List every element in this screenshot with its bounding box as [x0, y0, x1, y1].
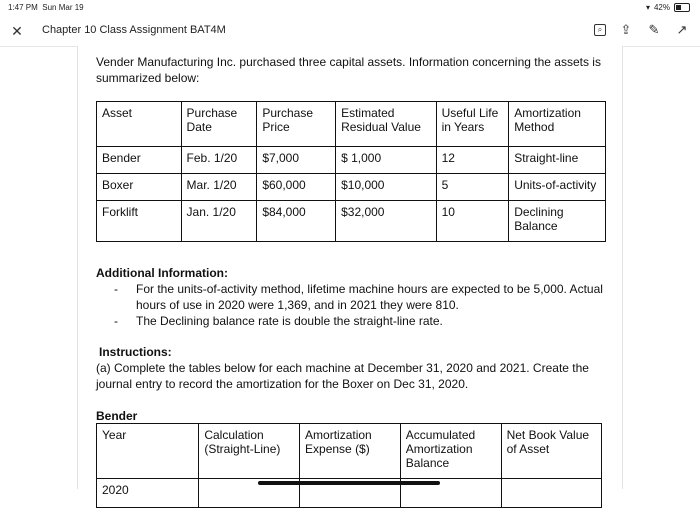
bender-header-row — [97, 424, 602, 479]
table-row — [97, 174, 606, 201]
bender-header-cell: Accumulated Amortization Balance — [400, 424, 501, 479]
edit-box-icon[interactable]: ↗ — [676, 22, 688, 37]
assets-header-cell: Purchase Price — [257, 102, 336, 147]
status-date: Sun Mar 19 — [42, 3, 84, 12]
bullet-dash: - — [114, 282, 118, 296]
bullet-text: The Declining balance rate is double the straight-line rate. — [136, 314, 443, 328]
table-cell: $84,000 — [257, 201, 336, 242]
table-cell: 5 — [436, 174, 509, 201]
wifi-icon: ▾ — [645, 3, 650, 12]
assets-table — [96, 101, 606, 242]
table-cell: Boxer — [97, 174, 182, 201]
table-cell: $7,000 — [257, 147, 336, 174]
status-right — [646, 3, 690, 12]
intro-paragraph: Vender Manufacturing Inc. purchased three capital assets. Information concerning the assets is summarized below: — [96, 55, 601, 85]
table-cell: Feb. 1/20 — [181, 147, 257, 174]
additional-info-title: Additional Information: — [96, 266, 228, 280]
table-cell: $32,000 — [336, 201, 437, 242]
assets-header-cell: Amortization Method — [509, 102, 606, 147]
bender-header-cell: Year — [97, 424, 199, 479]
table-row — [97, 201, 606, 242]
status-time-date — [8, 3, 84, 12]
table-cell: Units-of-activity — [509, 174, 606, 201]
bender-table-title: Bender — [96, 409, 138, 423]
search-doc-icon[interactable]: ⌕ — [594, 24, 606, 36]
document-title: Chapter 10 Class Assignment BAT4M — [42, 24, 226, 36]
nav-bar — [0, 16, 700, 47]
battery-percent: 42% — [653, 3, 670, 12]
year-value: 2020 — [102, 483, 129, 497]
table-cell: Mar. 1/20 — [181, 174, 257, 201]
battery-fill — [676, 5, 681, 10]
table-row — [97, 147, 606, 174]
bullet-dash: - — [114, 314, 118, 328]
bullet-text: For the units-of-activity method, lifetime machine hours are expected to be 5,000. Actual hours of use in 2020 were 1,369, and in 2021 they were 810. — [136, 282, 603, 312]
table-cell: 12 — [436, 147, 509, 174]
close-icon[interactable]: ✕ — [11, 23, 23, 39]
assets-header-cell: Asset — [97, 102, 182, 147]
table-cell: Straight-line — [509, 147, 606, 174]
home-indicator[interactable] — [258, 481, 440, 485]
assets-header-cell: Useful Life in Years — [436, 102, 509, 147]
assets-header-cell: Purchase Date — [181, 102, 257, 147]
bender-header-cell: Net Book Value of Asset — [501, 424, 601, 479]
table-cell: Bender — [97, 147, 182, 174]
table-cell: $10,000 — [336, 174, 437, 201]
battery-icon — [674, 3, 690, 12]
assets-header-cell: Estimated Residual Value — [336, 102, 437, 147]
assets-header-row — [97, 102, 606, 147]
instructions-title: Instructions: — [99, 345, 172, 359]
share-icon[interactable]: ⇪ — [620, 22, 632, 37]
instructions-text: (a) Complete the tables below for each machine at December 31, 2020 and 2021. Create the journal entry to record the amortization for the Boxer on Dec 31, 2020. — [96, 361, 589, 391]
table-cell: $ 1,000 — [336, 147, 437, 174]
bender-table — [96, 423, 602, 508]
table-cell: Jan. 1/20 — [181, 201, 257, 242]
table-cell — [97, 479, 199, 508]
bender-header-cell: Amortization Expense ($) — [300, 424, 401, 479]
list-item — [114, 281, 603, 313]
table-cell: Forklift — [97, 201, 182, 242]
list-item — [114, 313, 584, 329]
table-cell: $60,000 — [257, 174, 336, 201]
status-time: 1:47 PM — [8, 3, 38, 12]
nav-actions — [594, 22, 690, 38]
table-cell — [501, 479, 601, 508]
status-bar — [0, 0, 700, 16]
table-cell: 10 — [436, 201, 509, 242]
table-cell: Declining Balance — [509, 201, 606, 242]
document-page — [78, 46, 622, 497]
pencil-icon[interactable]: ✎ — [648, 22, 660, 37]
bender-header-cell: Calculation (Straight-Line) — [199, 424, 300, 479]
